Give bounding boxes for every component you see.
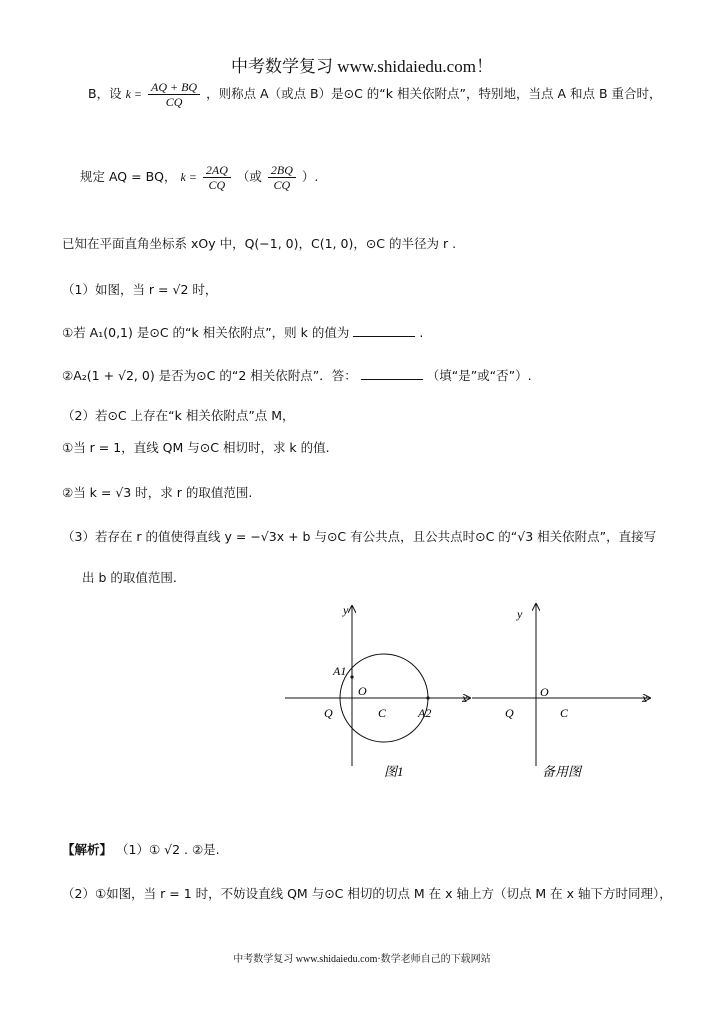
answer-blank-1[interactable] bbox=[353, 324, 415, 337]
definition-k-symbol: k = bbox=[125, 87, 142, 101]
definition-line1-prefix: B，设 bbox=[88, 86, 122, 101]
question-3-line-1: （3）若存在 r 的值使得直线 y = −√3x + b 与⊙C 有公共点，且公共点时⊙C 的“√3 相关依附点”，直接写 bbox=[62, 529, 657, 544]
fig2-c-label: C bbox=[560, 706, 569, 720]
fraction-2aq-numerator: 2AQ bbox=[203, 163, 231, 178]
fraction-2aq-denominator: CQ bbox=[208, 178, 226, 192]
fig1-point-a1 bbox=[350, 675, 353, 678]
definition-line2-prefix: 规定 AQ = BQ， bbox=[80, 169, 177, 184]
definition-line-1 bbox=[88, 80, 662, 109]
fig1-caption: 图1 bbox=[384, 764, 404, 779]
definition-fraction-2bq bbox=[268, 163, 296, 192]
fraction-2bq-numerator: 2BQ bbox=[268, 163, 296, 178]
question-1-part-1-text: ①若 A₁(0,1) 是⊙C 的“k 相关依附点”，则 k 的值为 bbox=[62, 325, 350, 340]
figure-2 bbox=[472, 604, 650, 779]
fig1-q-label: Q bbox=[324, 706, 333, 720]
fig2-x-label: x bbox=[642, 691, 648, 705]
fraction-2bq-denominator: CQ bbox=[273, 178, 291, 192]
fig2-y-label: y bbox=[517, 607, 523, 621]
definition-line1-suffix: ，则称点 A（或点 B）是⊙C 的“k 相关依附点”，特别地，当点 A 和点 B 重合时， bbox=[206, 86, 662, 101]
fig1-c-label: C bbox=[378, 706, 387, 720]
fig1-x-label: x bbox=[462, 691, 468, 705]
page-header: 中考数学复习 www.shidaiedu.com！ bbox=[231, 57, 493, 76]
answer-blank-2[interactable] bbox=[361, 367, 423, 380]
question-3-line-2: 出 b 的取值范围. bbox=[82, 570, 177, 585]
fig2-caption: 备用图 bbox=[542, 764, 582, 779]
fig1-a2-label: A2 bbox=[418, 706, 432, 720]
solution-label: 【解析】 bbox=[62, 842, 113, 857]
definition-line2-k: k = bbox=[180, 170, 197, 184]
definition-line-2 bbox=[80, 163, 318, 192]
question-1-part-2 bbox=[62, 366, 532, 384]
question-1-part-2-end: （填“是”或“否”）. bbox=[426, 368, 532, 383]
solution-part-2: （2）①如图，当 r = 1 时，不妨设直线 QM 与⊙C 相切的切点 M 在 x 轴上方（切点 M 在 x 轴下方时同理）， bbox=[62, 886, 672, 901]
fig1-origin-label: O bbox=[358, 684, 367, 698]
solution-answer-1: （1）① √2 . ②是. bbox=[116, 842, 220, 857]
question-1-part-2-text: ②A₂(1 + √2, 0) 是否为⊙C 的“2 相关依附点”．答： bbox=[62, 368, 357, 383]
definition-fraction-2aq bbox=[203, 163, 231, 192]
fig1-a1-label: A1 bbox=[333, 664, 347, 678]
definition-fraction-denominator: CQ bbox=[165, 95, 183, 109]
page-footer: 中考数学复习 www.shidaiedu.com·数学老师自己的下载网站 bbox=[233, 954, 491, 965]
question-2-title: （2）若⊙C 上存在“k 相关依附点”点 M， bbox=[62, 408, 295, 423]
definition-line2-middle: （或 bbox=[236, 169, 262, 184]
fig1-y-label: y bbox=[343, 603, 349, 617]
question-2-part-1: ①当 r = 1，直线 QM 与⊙C 相切时，求 k 的值. bbox=[62, 440, 330, 455]
given-conditions: 已知在平面直角坐标系 xOy 中，Q(−1, 0)，C(1, 0)，⊙C 的半径为 r . bbox=[62, 236, 457, 251]
question-1-title: （1）如图，当 r = √2 时， bbox=[62, 282, 218, 297]
definition-line2-suffix: ）. bbox=[301, 169, 319, 184]
fig2-origin-label: O bbox=[540, 685, 549, 699]
question-2-part-2: ②当 k = √3 时，求 r 的取值范围. bbox=[62, 485, 253, 500]
definition-fraction bbox=[148, 80, 200, 109]
figure-1 bbox=[285, 603, 470, 779]
fig2-q-label: Q bbox=[505, 706, 514, 720]
question-1-part-1-end: . bbox=[419, 325, 424, 340]
definition-fraction-numerator: AQ + BQ bbox=[148, 80, 200, 95]
figure-area bbox=[280, 598, 670, 798]
question-1-part-1 bbox=[62, 323, 423, 341]
solution-part-1 bbox=[62, 840, 220, 858]
fig1-point-a2 bbox=[426, 696, 429, 699]
